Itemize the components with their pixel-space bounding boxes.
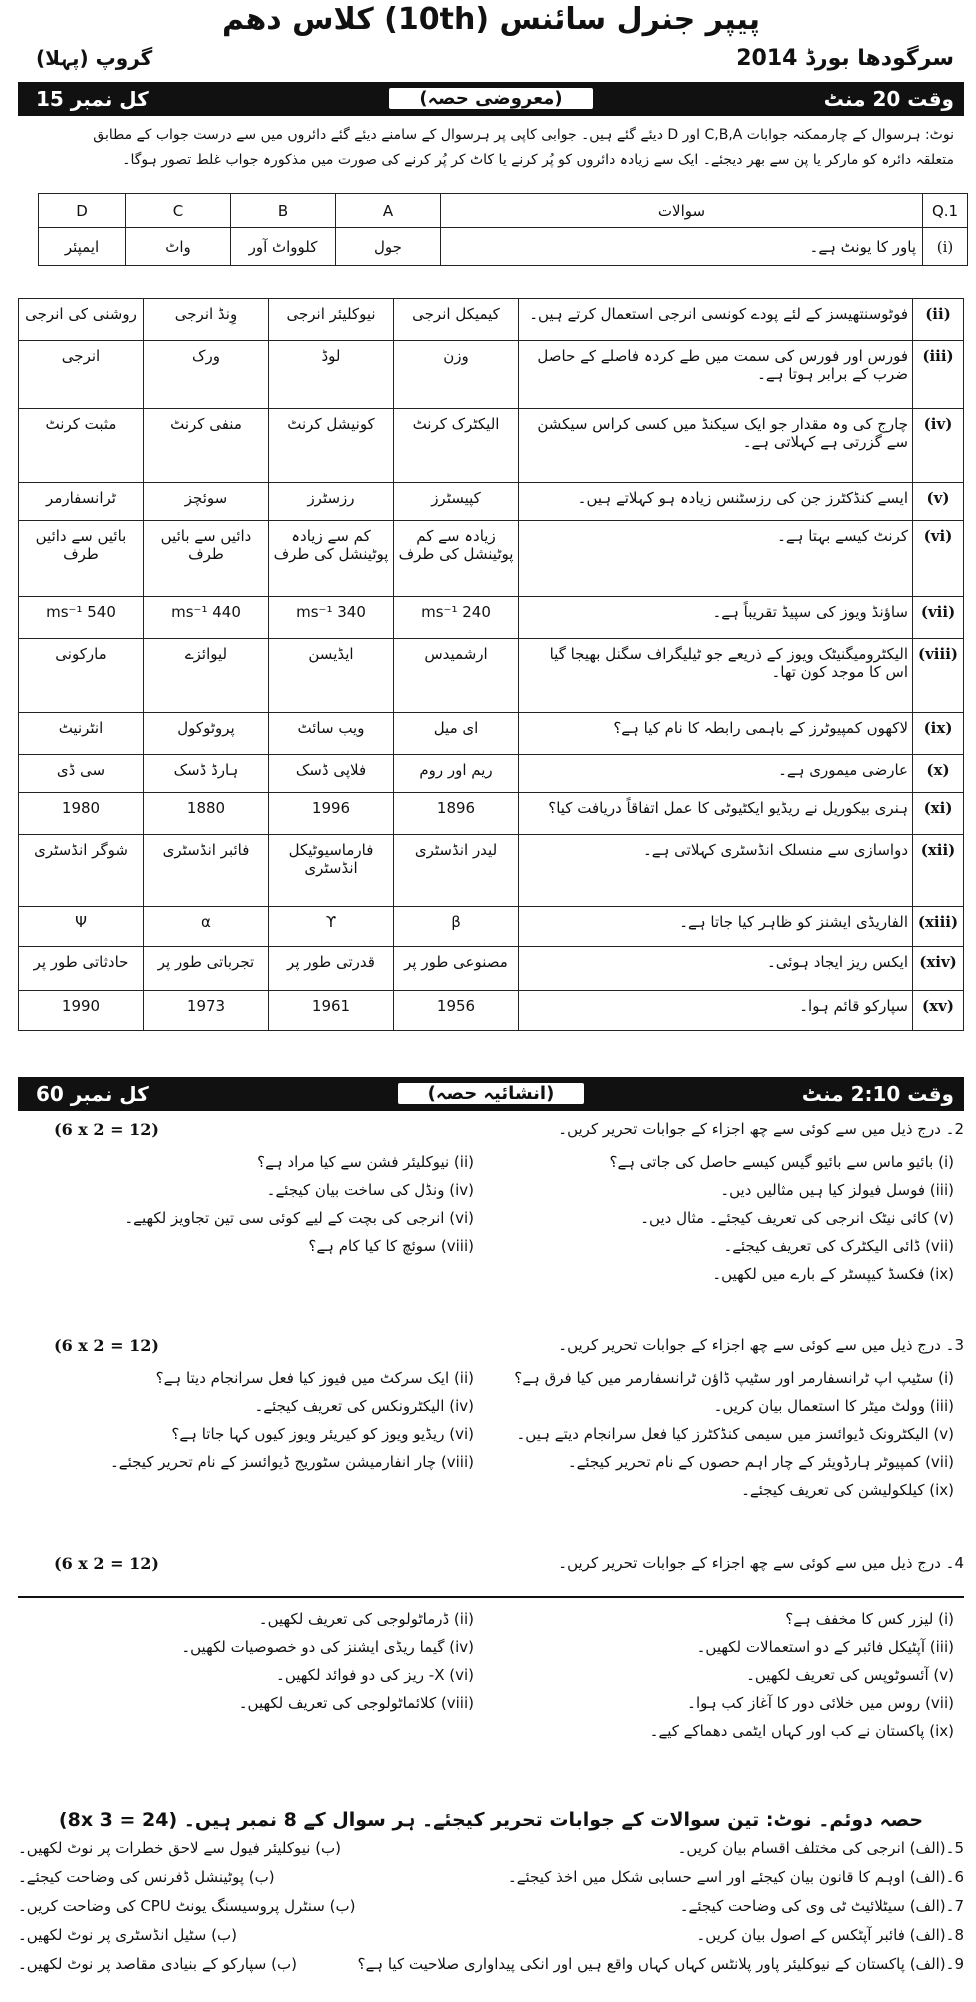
option-c: ورک (144, 341, 269, 409)
short-question-item: (v) الیکٹرونک ڈیوائسز میں سیمی کنڈکٹرز کیا فعل سرانجام دیتے ہیں۔ (516, 1425, 954, 1443)
option-b: قدرتی طور پر (269, 947, 394, 991)
option-a: لیدر انڈسٹری (394, 835, 519, 907)
long-question-part-a: 7۔(الف) سیٹلائیٹ ٹی وی کی وضاحت کیجئے۔ (679, 1897, 964, 1915)
long-question-part-a: 8۔(الف) فائبر آپٹکس کے اصول بیان کریں۔ (696, 1926, 964, 1944)
subjective-time: وقت 2:10 منٹ (801, 1082, 954, 1106)
exam-paper (18, 0, 964, 2002)
mcq-row (19, 755, 964, 793)
option-c: 1880 (144, 793, 269, 835)
question-number: (xii) (913, 835, 964, 907)
question-number: (vi) (913, 521, 964, 597)
long-question-part-a: 5۔(الف) انرجی کی مختلف اقسام بیان کریں۔ (677, 1839, 964, 1857)
short-question-item: (vi) انرجی کی بچت کے لیے کوئی سی تین تجاویز لکھیے۔ (124, 1209, 474, 1227)
short-question-item: (i) سٹیپ اپ ٹرانسفارمر اور سٹیپ ڈاؤن ٹرانسفارمر میں کیا فرق ہے؟ (514, 1369, 954, 1387)
option-d: سی ڈی (19, 755, 144, 793)
option-d: 540 ms⁻¹ (19, 597, 144, 639)
option-d: حادثاتی طور پر (19, 947, 144, 991)
option-c: ہارڈ ڈسک (144, 755, 269, 793)
short-question-item: (ix) پاکستان نے کب اور کہاں ایٹمی دھماکے کیے۔ (649, 1722, 954, 1740)
question-number: (xi) (913, 793, 964, 835)
question-text: الفاریڈی ایشنز کو ظاہر کیا جاتا ہے۔ (519, 907, 913, 947)
part-two-heading: حصہ دوئم۔ نوٹ: تین سوالات کے جوابات تحریر کیجئے۔ ہر سوال کے 8 نمبر ہیں۔ (8x 3 = 24) (58, 1809, 924, 1831)
paper-title: پیپر جنرل سائنس (10th) کلاس دھم (221, 2, 761, 37)
question-text: فورس اور فورس کی سمت میں طے کردہ فاصلے کے حاصل ضرب کے برابر ہوتا ہے۔ (519, 341, 913, 409)
question-text: ساؤنڈ ویوز کی سپیڈ تقریباً ہے۔ (519, 597, 913, 639)
question-number: (ix) (913, 713, 964, 755)
objective-heading: (معروضی حصہ) (389, 88, 592, 109)
option-a: 240 ms⁻¹ (394, 597, 519, 639)
mcq-row (19, 409, 964, 483)
short-question-item: (ii) ڈرماٹولوجی کی تعریف لکھیں۔ (258, 1610, 474, 1628)
question-text: سپارکو قائم ہوا۔ (519, 991, 913, 1031)
option-d: بائیں سے دائیں طرف (19, 521, 144, 597)
option-d: انرجی (19, 341, 144, 409)
option-a: ریم اور روم (394, 755, 519, 793)
option-c: منفی کرنٹ (144, 409, 269, 483)
long-question-part-a: 6۔(الف) اوہم کا قانون بیان کیجئے اور اسے حسابی شکل میں اخذ کیجئے۔ (507, 1868, 964, 1886)
question-text: لاکھوں کمپیوٹرز کے باہمی رابطہ کا نام کیا ہے؟ (519, 713, 913, 755)
option-b: فارماسیوٹیکل انڈسٹری (269, 835, 394, 907)
objective-marks: کل نمبر 15 (36, 87, 149, 111)
short-question-item: (v) کائی نیٹک انرجی کی تعریف کیجئے۔ مثال دیں۔ (640, 1209, 954, 1227)
mcq-row (19, 713, 964, 755)
objective-time: وقت 20 منٹ (823, 87, 954, 111)
option-b: 1961 (269, 991, 394, 1031)
option-c: 1973 (144, 991, 269, 1031)
option-a: زیادہ سے کم پوٹینشل کی طرف (394, 521, 519, 597)
question-number: (x) (913, 755, 964, 793)
question-text: چارج کی وہ مقدار جو ایک سیکنڈ میں کسی کراس سیکشن سے گزرتی ہے کہلاتی ہے۔ (519, 409, 913, 483)
option-a: ای میل (394, 713, 519, 755)
q1-header-table: D C B A سوالات Q.1 ایمپئر واٹ کلوواٹ آور جول پاور کا یونٹ ہے۔ (i) (38, 193, 968, 266)
short-question-item: (vi) X- ریز کی دو فوائد لکھیں۔ (276, 1666, 474, 1684)
short-question-item: (vii) ڈائی الیکٹرک کی تعریف کیجئے۔ (723, 1237, 954, 1255)
question-number: (xiv) (913, 947, 964, 991)
option-a: وزن (394, 341, 519, 409)
question-number: (iii) (913, 341, 964, 409)
option-a: کپیسٹرز (394, 483, 519, 521)
mcq-row (19, 483, 964, 521)
mcq-row (19, 947, 964, 991)
short-question-item: (iv) الیکٹرونکس کی تعریف کیجئے۔ (254, 1397, 474, 1415)
mcq-row (19, 597, 964, 639)
option-d: 1990 (19, 991, 144, 1031)
option-b: نیوکلیئر انرجی (269, 299, 394, 341)
option-a: کیمیکل انرجی (394, 299, 519, 341)
short-question-item: (v) آئسوٹوپس کی تعریف لکھیں۔ (746, 1666, 954, 1684)
option-d: روشنی کی انرجی (19, 299, 144, 341)
mcq-row (19, 793, 964, 835)
option-d: 1980 (19, 793, 144, 835)
q4-marks: (6 x 2 = 12) (54, 1554, 159, 1573)
option-d: مارکونی (19, 639, 144, 713)
option-b: 1996 (269, 793, 394, 835)
option-a: 1956 (394, 991, 519, 1031)
option-a: مصنوعی طور پر (394, 947, 519, 991)
short-question-item: (iv) گیما ریڈی ایشنز کی دو خصوصیات لکھیں۔ (181, 1638, 474, 1656)
q4-heading: 4۔ درج ذیل میں سے کوئی سے چھ اجزاء کے جوابات تحریر کریں۔ (558, 1554, 964, 1572)
question-text: ایکس ریز ایجاد ہوئی۔ (519, 947, 913, 991)
short-question-item: (viii) کلائماٹولوجی کی تعریف لکھیں۔ (238, 1694, 474, 1712)
short-question-item: (ix) کیلکولیشن کی تعریف کیجئے۔ (741, 1481, 954, 1499)
option-b: کونیشل کرنٹ (269, 409, 394, 483)
question-text: ایسے کنڈکٹرز جن کی رزسٹنس زیادہ ہو کہلاتے ہیں۔ (519, 483, 913, 521)
option-a: β (394, 907, 519, 947)
question-number: (viii) (913, 639, 964, 713)
option-c: لیوائزے (144, 639, 269, 713)
question-text: الیکٹرومیگنیٹک ویوز کے ذریعے جو ٹیلیگراف سگنل بھیجا گیا اس کا موجد کون تھا۔ (519, 639, 913, 713)
mcq-row (19, 907, 964, 947)
option-d: شوگر انڈسٹری (19, 835, 144, 907)
q3-marks: (6 x 2 = 12) (54, 1336, 159, 1355)
question-number: (v) (913, 483, 964, 521)
mcq-row (19, 521, 964, 597)
question-number: (iv) (913, 409, 964, 483)
short-question-item: (viii) چار انفارمیشن سٹوریج ڈیوائسز کے نام تحریر کیجئے۔ (110, 1453, 474, 1471)
mcq-row (19, 299, 964, 341)
board-label: سرگودھا بورڈ 2014 (736, 46, 954, 71)
option-c: دائیں سے بائیں طرف (144, 521, 269, 597)
question-text: عارضی میموری ہے۔ (519, 755, 913, 793)
option-a: الیکٹرک کرنٹ (394, 409, 519, 483)
question-number: (vii) (913, 597, 964, 639)
short-question-item: (iii) آپٹیکل فائبر کے دو استعمالات لکھیں۔ (696, 1638, 954, 1656)
option-a: ارشمیدس (394, 639, 519, 713)
short-question-item: (vii) روس میں خلائی دور کا آغاز کب ہوا۔ (687, 1694, 954, 1712)
subjective-header-bar (18, 1077, 964, 1111)
question-number: (ii) (913, 299, 964, 341)
instructions-note: نوٹ: ہرسوال کے چارممکنہ جوابات C,B,A اور D دیئے گئے ہیں۔ جوابی کاپی پر ہرسوال کے سامنے دیئے گئے دائروں میں سے درست جواب کے مطابق متعلقہ دائرہ کو مارکر یا پن سے بھر دیجئے۔ ایک سے زیادہ دائروں کو پُر کرنے یا کاٹ کر پُر کرنے کی صورت میں مذکورہ جواب غلط تصور ہوگا۔ (93, 127, 954, 168)
option-a: 1896 (394, 793, 519, 835)
group-label: گروپ (پہلا) (36, 46, 153, 70)
mcq-row (19, 639, 964, 713)
long-question-part-b: (ب) سپارکو کے بنیادی مقاصد پر نوٹ لکھیں۔ (18, 1955, 297, 1973)
question-text: دواسازی سے منسلک انڈسٹری کہلاتی ہے۔ (519, 835, 913, 907)
short-question-item: (viii) سوئچ کا کیا کام ہے؟ (308, 1237, 474, 1255)
question-text: کرنٹ کیسے بہتا ہے۔ (519, 521, 913, 597)
short-question-item: (ix) فکسڈ کیپسٹر کے بارے میں لکھیں۔ (712, 1265, 954, 1283)
q3-heading: 3۔ درج ذیل میں سے کوئی سے چھ اجزاء کے جوابات تحریر کریں۔ (558, 1336, 964, 1354)
option-d: ٹرانسفارمر (19, 483, 144, 521)
short-question-item: (iv) ونڈل کی ساخت بیان کیجئے۔ (266, 1181, 474, 1199)
option-b: ایڈیسن (269, 639, 394, 713)
long-question-part-b: (ب) نیوکلیئر فیول سے لاحق خطرات پر نوٹ لکھیں۔ (18, 1839, 342, 1857)
option-b: کم سے زیادہ پوٹینشل کی طرف (269, 521, 394, 597)
option-d: انٹرنیٹ (19, 713, 144, 755)
subjective-heading: (انشائیہ حصہ) (398, 1083, 585, 1104)
option-b: 340 ms⁻¹ (269, 597, 394, 639)
option-b: فلاپی ڈسک (269, 755, 394, 793)
mcq-row (19, 341, 964, 409)
option-b: ویب سائٹ (269, 713, 394, 755)
option-c: تجرباتی طور پر (144, 947, 269, 991)
short-question-item: (i) بائیو ماس سے بائیو گیس کیسے حاصل کی جاتی ہے؟ (609, 1153, 954, 1171)
long-question-part-a: 9۔(الف) پاکستان کے نیوکلیئر پاور پلانٹس کہاں کہاں واقع ہیں اور انکی پیداواری صلاحیت کیا ہے؟ (357, 1955, 964, 1973)
option-c: سوئچز (144, 483, 269, 521)
short-question-item: (iii) وولٹ میٹر کا استعمال بیان کریں۔ (713, 1397, 954, 1415)
section-divider (18, 1596, 964, 1598)
long-question-part-b: (ب) سٹیل انڈسٹری پر نوٹ لکھیں۔ (18, 1926, 237, 1944)
mcq-row (19, 991, 964, 1031)
option-c: پروٹوکول (144, 713, 269, 755)
option-b: ϒ (269, 907, 394, 947)
short-question-item: (vii) کمپیوٹر ہارڈویئر کے چار اہم حصوں کے نام تحریر کیجئے۔ (567, 1453, 954, 1471)
option-c: وِنڈ انرجی (144, 299, 269, 341)
subjective-marks: کل نمبر 60 (36, 1082, 149, 1106)
option-b: لوڈ (269, 341, 394, 409)
short-question-item: (i) لیزر کس کا مخفف ہے؟ (785, 1610, 954, 1628)
short-question-item: (iii) فوسل فیولز کیا ہیں مثالیں دیں۔ (720, 1181, 954, 1199)
objective-header-bar (18, 82, 964, 116)
question-number: (xiii) (913, 907, 964, 947)
short-question-item: (vi) ریڈیو ویوز کو کیریئر ویوز کیوں کہا جاتا ہے؟ (171, 1425, 474, 1443)
option-c: 440 ms⁻¹ (144, 597, 269, 639)
option-c: فائبر انڈسٹری (144, 835, 269, 907)
q2-marks: (6 x 2 = 12) (54, 1120, 159, 1139)
question-text: ہنری بیکوریل نے ریڈیو ایکٹیوٹی کا عمل اتفاقاً دریافت کیا؟ (519, 793, 913, 835)
long-question-part-b: (ب) سنٹرل پروسیسنگ یونٹ CPU کی وضاحت کریں۔ (18, 1897, 356, 1915)
option-d: مثبت کرنٹ (19, 409, 144, 483)
question-text: فوٹوسنتھیسز کے لئے پودے کونسی انرجی استعمال کرتے ہیں۔ (519, 299, 913, 341)
long-question-part-b: (ب) پوٹینشل ڈفرنس کی وضاحت کیجئے۔ (18, 1868, 275, 1886)
option-d: Ψ (19, 907, 144, 947)
option-c: α (144, 907, 269, 947)
mcq-table (18, 298, 964, 1031)
question-number: (xv) (913, 991, 964, 1031)
mcq-row (19, 835, 964, 907)
short-question-item: (ii) نیوکلیئر فشن سے کیا مراد ہے؟ (257, 1153, 474, 1171)
short-question-item: (ii) ایک سرکٹ میں فیوز کیا فعل سرانجام دیتا ہے؟ (155, 1369, 474, 1387)
option-b: رزسٹرز (269, 483, 394, 521)
q2-heading: 2۔ درج ذیل میں سے کوئی سے چھ اجزاء کے جوابات تحریر کریں۔ (558, 1120, 964, 1138)
